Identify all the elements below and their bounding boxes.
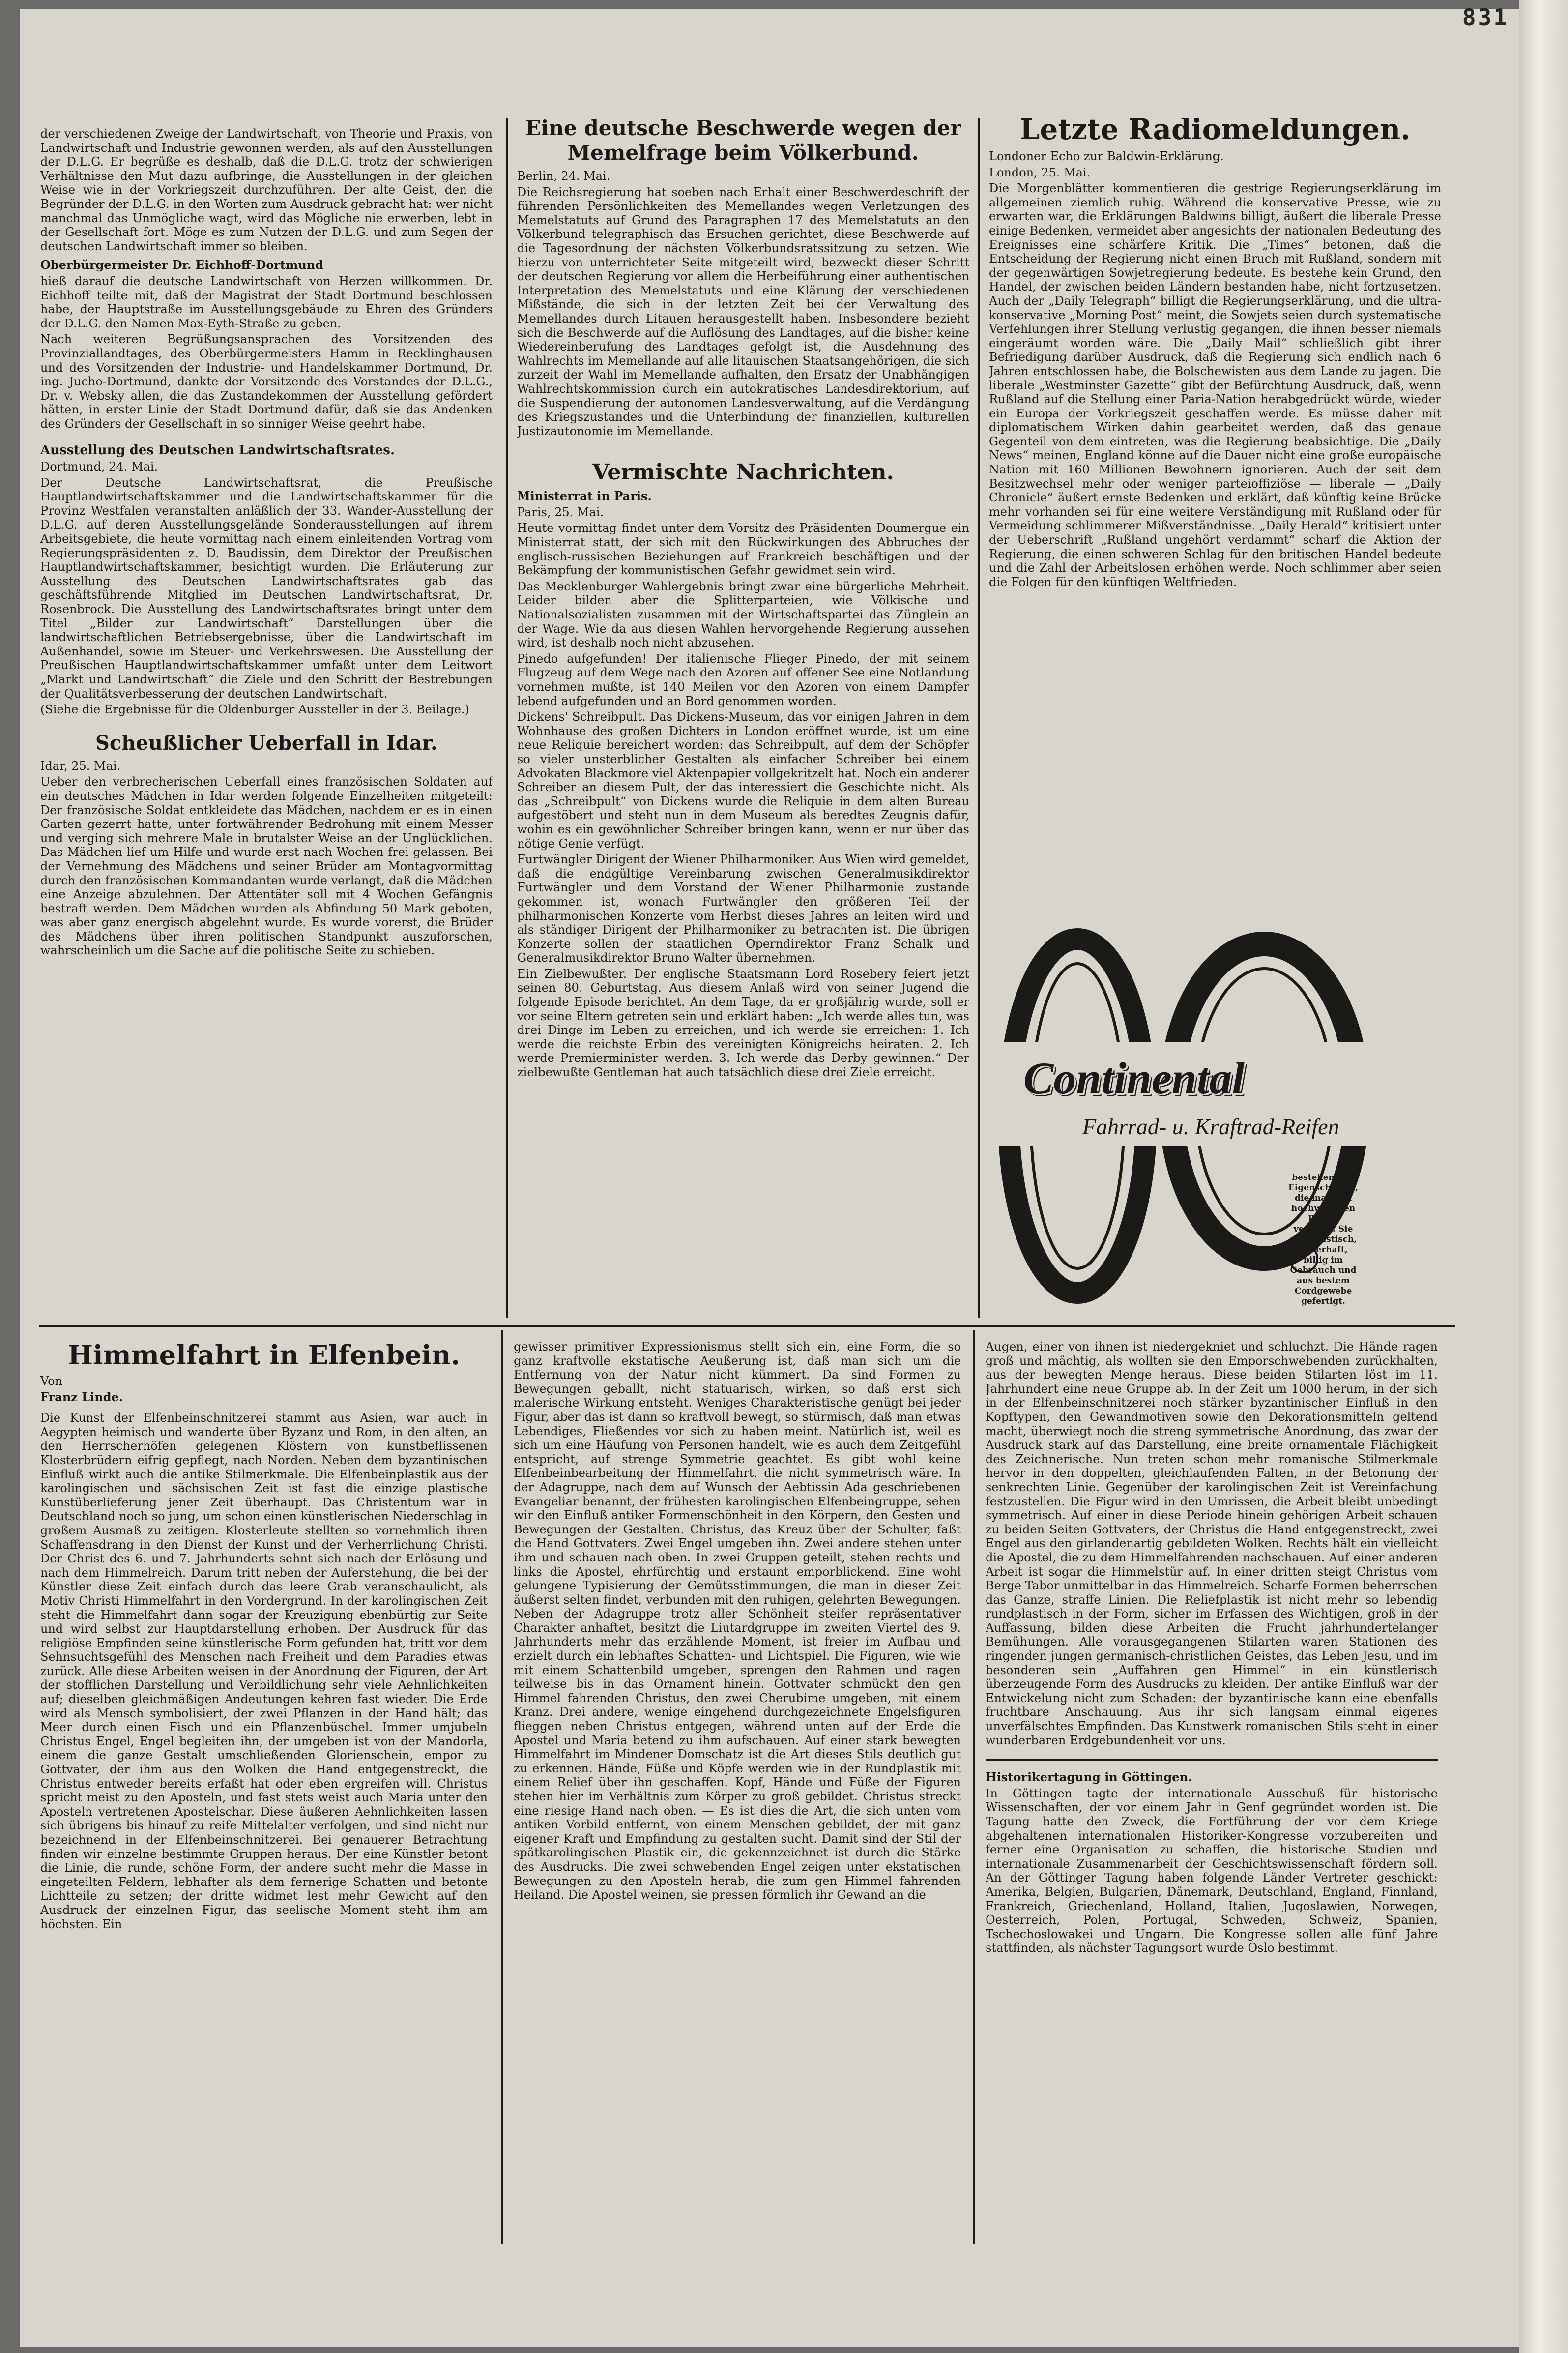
misc-subheading: Ministerrat in Paris. <box>517 489 652 503</box>
feuilleton-col-b <box>514 1340 961 2244</box>
exhibit-dateline: Dortmund, 24. Mai. <box>40 460 158 474</box>
historian-heading: Historikertagung in Göttingen. <box>986 1770 1192 1785</box>
column-divider <box>973 1330 975 2244</box>
feuilleton-byline: Von <box>40 1374 63 1388</box>
section-rule <box>39 1325 1455 1327</box>
idar-dateline: Idar, 25. Mai. <box>40 759 121 773</box>
radio-heading: Letzte Radiomeldungen. <box>1019 113 1411 146</box>
radio-subheading: Londoner Echo zur Baldwin-Erklärung. <box>989 149 1224 163</box>
page-number: 831 <box>1462 4 1509 30</box>
ad-small-text: bestehen alle Eigenschaften, die man von hochwertigen Reifen verlangt. Sie sind elastisch, dauerhaft, billig im Gebrauch und aus bestem Cordgewebe gefertigt. <box>1288 1173 1359 1306</box>
idar-text: Ueber den verbrecherischen Ueberfall eines französischen Soldaten auf ein deutsches Mädchen in Idar werden folgende Einzelheiten mitgeteilt: Der französische Soldat entkleidete das Mädchen, nachdem er es in einen Garten gezerrt hatte, unter fortwährender Bedrohung mit einem Messer und verging sich mehrere Male in brutalster Weise an der Unglücklichen. Das Mädchen lief um Hilfe und wurde erst nach Wochen frei gelassen. Bei der Vernehmung des Mädchens und seiner Brüder am Montagvormittag durch den französischen Kommandanten wurde verlangt, daß die Mädchen eine Anzeige abzulehnen. Der Attentäter soll mit 4 Wochen Gefängnis bestraft werden. Dem Mädchen wurden als Abfindung 50 Mark geboten, was aber ganz energisch abgelehnt wurde. Es wurde vorerst, die Brüder des Mädchens über ihren politischen Standpunkt auszuforschen, wahrscheinlich um die Sache auf die politische Seite zu schieben. <box>40 775 493 958</box>
column-middle <box>517 116 969 1319</box>
misc-item: Das Mecklenburger Wahlergebnis bringt zwar eine bürgerliche Mehrheit. Leider bilden aber die Splitterparteien, wie Völkische und Nationalsozialisten zusammen mit der Wirtschaftspartei das Zünglein an der Wage. Wie da aus diesen Wahlen hervorgehende Regierung aussehen wird, ist deshalb noch nicht abzusehen. <box>517 579 969 650</box>
radio-dateline: London, 25. Mai. <box>989 165 1091 179</box>
memel-heading: Eine deutsche Beschwerde wegen der Memelfrage beim Völkerbund. <box>525 116 961 165</box>
misc-item: Dickens' Schreibpult. Das Dickens-Museum, das vor einigen Jahren in dem Wohnhause des großen Dichters in London eröffnet wurde, ist um eine neue Reliquie bereichert worden: das Schreibpult, auf dem der Schöpfer so vieler unsterblicher Gestalten als einfacher Schreiber bei einem Advokaten Blackmore viel Aktenpapier vollgekritzelt hat. Noch ein anderer Schreiber an diesem Pult, der das interessiert die Geschichte nicht. Als das „Schreibpult“ von Dickens wurde die Reliquie in dem alten Bureau aufgestöbert und steht nun in dem Museum als beredtes Zeugnis dafür, wohin es ein gewöhnlicher Schreiber bringen kann, wenn er nur über das nötige Genie verfügt. <box>517 710 969 851</box>
book-binding <box>1519 0 1568 2353</box>
agri-intro-text: der verschiedenen Zweige der Landwirtschaft, von Theorie und Praxis, von Landwirtschaft und Industrie gewonnen werden, als auf den Ausstellungen der D.L.G. Er begrüße es deshalb, daß die D.L.G. trotz der schwierigen Verhältnisse den Mut dazu aufbringe, die Ausstellungen in der gleichen Weise wie in der Vorkriegszeit durchzuführen. Der alte Geist, den die Begründer der D.L.G. in den Worten zum Ausdruck gebracht hat: wer nicht manchmal das Unmögliche wagt, wird das Mögliche nie erwerben, lebt in der Gesellschaft fort. Möge es zum Nutzen der D.L.G. und zum Segen der deutschen Landwirtschaft immer so bleiben. <box>40 127 493 253</box>
historian-text: In Göttingen tagte der internationale Ausschuß für historische Wissenschaften, der vor einem Jahr in Genf gegründet worden ist. Die Tagung hatte den Zweck, die Fortführung der vor dem Kriege abgehaltenen internationalen Historiker-Kongresse vorzubereiten und ferner eine Organisation zu schaffen, die historische Studien und internationale Zusammenarbeit der Geschichtswissenschaft fördern soll. An der Göttinger Tagung haben folgende Länder Vertreter geschickt: Amerika, Belgien, Bulgarien, Dänemark, Deutschland, England, Finnland, Frankreich, Griechenland, Holland, Italien, Jugoslawien, Norwegen, Oesterreich, Polen, Portugal, Schweden, Schweiz, Spanien, Tschechoslowakei und Ungarn. Die Kongresse sollen alle fünf Jahre stattfinden, als nächster Tagungsort wurde Oslo bestimmt. <box>986 1786 1438 1955</box>
feuilleton-title: Himmelfahrt in Elfenbein. <box>67 1340 461 1371</box>
speaker-text: hieß darauf die deutsche Landwirtschaft von Herzen willkommen. Dr. Eichhoff teilte mit, daß der Magistrat der Stadt Dortmund beschlossen habe, der Hauptstraße im Ausstellungsgebäude zu Ehren des Gründers der D.L.G. den Namen Max-Eyth-Straße zu geben. <box>40 274 493 330</box>
misc-item: Furtwängler Dirigent der Wiener Philharmoniker. Aus Wien wird gemeldet, daß die endgültige Vereinbarung zwischen Generalmusikdirektor Furtwängler und dem Vorstand der Wiener Philharmonie zustande gekommen ist, wonach Furtwängler den größeren Teil der philharmonischen Konzerte vom Herbst dieses Jahres an leiten wird und als ständiger Dirigent der Philharmoniker zu betrachten ist. Die übrigen Konzerte sollen der staatlichen Operndirektor Franz Schalk und Generalmusikdirektor Bruno Walter übernehmen. <box>517 853 969 965</box>
misc-item: Ein Zielbewußter. Der englische Staatsmann Lord Rosebery feiert jetzt seinen 80. Geburtstag. Aus diesem Anlaß wird von seiner Jugend die folgende Episode berichtet. An dem Tage, da er großjährig wurde, soll er vor seine Eltern getreten sein und erklärt haben: „Ich werde alles tun, was drei Dinge im Leben zu erreichen, und ich werde sie erreichen: 1. Ich werde die reichste Erbin des vereinigten Königreichs heiraten. 2. Ich werde Premierminister werden. 3. Ich werde das Derby gewinnen.“ Der zielbewußte Gentleman hat auch tatsächlich diese drei Ziele erreicht. <box>517 967 969 1080</box>
feuilleton-text: Die Kunst der Elfenbeinschnitzerei stammt aus Asien, war auch in Aegypten heimisch und wanderte über Byzanz und Rom, in den alten, an den Herrscherhöfen gelegenen Klöstern von kunstbeflissenen Klosterbrüdern eifrig gepflegt, nach Norden. Neben dem byzantinischen Einfluß wirkt auch die antike Stilmerkmale. Die Elfenbeinplastik aus der karolingischen und sächsischen Zeit ist fast die einzige plastische Kunstüberlieferung jener Zeit überhaupt. Das Christentum war in Deutschland noch so jung, um schon einen künstlerischen Niederschlag in großem Ausmaß zu zeitigen. Klosterleute stellten so vornehmlich ihren Schaffensdrang in den Dienst der Kunst und der Verherrlichung Christi. Der Christ des 6. und 7. Jahrhunderts sehnt sich nach der Erlösung und nach dem Himmelreich. Darum tritt neben der Auferstehung, die bei der Künstler diese Zeit einfach durch das leere Grab veranschaulicht, als Motiv Christi Himmelfahrt in den Vordergrund. In der karolingischen Zeit steht die Himmelfahrt dann sogar der Kreuzigung ebenbürtig zur Seite und wird selbst zur Hauptdarstellung erhoben. Der Ausdruck für das religiöse Empfinden seine künstlerische Form gefunden hat, tritt vor dem Sehnsuchtsgefühl des Menschen nach Freiheit und dem Paradies etwas zurück. Alle diese Arbeiten weisen in der Anordnung der Figuren, der Art der stofflichen Darstellung und Verbildlichung sehr viele Aehnlichkeiten auf; dieselben gleichmäßigen Andeutungen kehren fast wieder. Die Erde wird als Mensch symbolisiert, der zwei Pflanzen in der Hand hält; das Meer durch einen Fisch und ein Pflanzenbüschel. Immer umjubeln Christus Engel, Engel begleiten ihn, der umgeben ist von der Mandorla, einem die ganze Gestalt umschließenden Glorienschein, empor zu Gottvater, der ihm aus den Wolken die Hand entgegenstreckt, die Christus entweder bereits erfaßt hat oder eben ergreifen will. Christus spricht meist zu den Aposteln, und fast stets weist auch Maria unter den Aposteln vertretenen Apostelschar. Diese äußeren Aehnlichkeiten lassen sich übrigens bis hinauf zu reife Mittelalter verfolgen, und sind nicht nur bezeichnend in der Elfenbeinschnitzerei. Bei genauerer Betrachtung finden wir einzelne bestimmte Gruppen heraus. Der eine Künstler betont die Linie, die runde, schöne Form, der andere sucht mehr die Masse in eingeteilten Feldern, lebhafter als dem fernerige Schatten und betonte Lichtteile zu setzen; der dritte widmet lest mehr Gewicht auf den Ausdruck der einzelnen Figur, das seelische Moment steht ihm am höchsten. Ein <box>40 1411 488 1931</box>
column-divider <box>501 1330 503 2244</box>
greeting-text: Nach weiteren Begrüßungsansprachen des Vorsitzenden des Provinziallandtages, des Oberbürgermeisters Hamm in Recklinghausen und des Vorsitzenden der Industrie- und Handelskammer Dortmund, Dr. ing. Jucho-Dortmund, dankte der Vorsitzende des Vorstandes der D.L.G., Dr. v. Websky allen, die das Zustandekommen der Ausstellung gefördert hätten, in erster Linie der Stadt Dortmund dafür, daß sie das Andenken des Gründers der Gesellschaft in so sinniger Weise geehrt habe. <box>40 332 493 431</box>
feuilleton-text: gewisser primitiver Expressionismus stellt sich ein, eine Form, die so ganz kraftvolle ekstatische Aeußerung ist, daß man sich um die Entfernung von der Natur nicht kümmert. Da sind Formen zu Bewegungen geballt, nicht statuarisch, wirken, so daß erst sich malerische Wirkung entsteht. Weniges Charakteristische genügt bei jeder Figur, aber das ist dann so kraftvoll bewegt, so stürmisch, daß man etwas Lebendiges, Fließendes vor sich zu haben meint. Natürlich ist, weil es sich um eine Häufung von Personen handelt, wie es auch dem Zeitgefühl entspricht, auf strenge Symmetrie geachtet. Es gibt wohl keine Elfenbeinbearbeitung der Himmelfahrt, die nicht symmetrisch wäre. In der Adagruppe, nach dem auf Wunsch der Aebtissin Ada geschriebenen Evangeliar benannt, der frühesten karolingischen Elfenbeingruppe, sehen wir den Einfluß antiker Formenschönheit in den Körpern, den Gesten und Bewegungen der Gestalten. Christus, das Kreuz über der Schulter, faßt die Hand Gottvaters. Zwei Engel umgeben ihn. Zwei andere stehen unter ihm und schauen nach oben. In zwei Gruppen geteilt, stehen rechts und links die Apostel, ehrfürchtig und erstaunt emporblickend. Eine wohl gelungene Typisierung der Gemütsstimmungen, die man in dieser Zeit äußerst selten findet, verbunden mit den ruhigen, gelehrten Bewegungen. Neben der Adagruppe trotz aller Schönheit steifer repräsentativer Charakter anhaftet, besitzt die Liutardgruppe im zweiten Viertel des 9. Jahrhunderts mehr das erzählende Moment, ist freier im Aufbau und erzielt durch ein lebhaftes Schatten- und Lichtspiel. Die Figuren, wie wie mit einem Schattenbild umgeben, sprengen den Rahmen und ragen teilweise bis in das Ornament hinein. Gottvater schmückt den gen Himmel fahrenden Christus, den zwei Cherubime umgeben, mit einem Kranz. Drei andere, wenige eingehend durchgezeichnete Engelsfiguren flieggen neben Christus entgegen, während unten auf der Erde die Apostel und Maria betend zu ihm aufschauen. Auf einer stark bewegten Himmelfahrt im Mindener Domschatz ist die Art dieses Stils deutlich gut zu erkennen. Hände, Füße und Köpfe werden wie in der Rundplastik mit einem Relief über ihn geschaffen. Kopf, Hände und Füße der Figuren stehen hier im Verhältnis zum Körper zu groß gebildet. Christus streckt eine riesige Hand nach oben. — Es ist dies die Art, die sich unten vom antiken Vorbild entfernt, von einem Menschen gebildet, der mit ganz eigener Kraft und Empfindung zu gestalten sucht. Damit sind der Stil der spätkarolingischen Plastik ein, die gekennzeichnet ist durch die Stärke des Ausdrucks. Die zwei schwebenden Engel zeigen unter ekstatischen Bewegungen zu den Aposteln herab, die zum gen Himmel fahrenden Heiland. Die Apostel weinen, sie pressen förmlich ihr Gewand an die <box>514 1340 961 1902</box>
idar-heading: Scheußlicher Ueberfall in Idar. <box>95 731 437 755</box>
memel-text: Die Reichsregierung hat soeben nach Erhalt einer Beschwerdeschrift der führenden Persönlichkeiten des Memellandes wegen Verletzungen des Memelstatuts auf Grund des Paragraphen 17 des Memelstatuts an den Völkerbund telegraphisch das Ersuchen gerichtet, diese Beschwerde auf die Tagesordnung der nächsten Völkerbundsratssitzung zu setzen. Wie hierzu von unterrichteter Seite mitgeteilt wird, bezweckt dieser Schritt der deutschen Regierung vor allem die Herbeiführung einer authentischen Interpretation des Memelstatuts und eine Klärung der verschiedenen Mißstände, die sich in der letzten Zeit bei der Verwaltung des Memellandes durch Litauen herausgestellt haben. Insbesondere bezieht sich die Beschwerde auf die Auflösung des Landtages, auf die bisher keine Wiedereinberufung des Landtages gefolgt ist, die Ausdehnung des Wahlrechts im Memellande auf alle litauischen Staatsangehörigen, die sich zurzeit der Wahl im Memellande aufhalten, den Ersatz der Unabhängigen Wahlrechtskommission durch ein autokratisches Landesdirektorium, auf die Suspendierung der autonomen Landesverwaltung, auf die Verdängung des Kriegszustandes und die Unterbindung der finanziellen, kulturellen Justizautonomie im Memellande. <box>517 185 969 438</box>
feuilleton-text: Augen, einer von ihnen ist niedergekniet und schluchzt. Die Hände ragen groß und mächtig, als wollten sie den Emporschwebenden zurückhalten, aus der bewegten Menge heraus. Diese beiden Stilarten löst im 11. Jahrhundert eine neue Gruppe ab. In der Zeit um 1000 herum, in der sich in der Elfenbeinschnitzerei noch stärker byzantinischer Einfluß in den Kopftypen, den Gewandmotiven sowie den Dekorationsmitteln geltend macht, überwiegt noch die streng symmetrische Anordnung, das zwar der Ausdruck stark auf das Darstellung, eine breite ornamentale Flächigkeit des Zeichnerische. Nun treten schon mehr romanische Stilmerkmale hervor in den doppelten, gleichlaufenden Falten, in der Betonung der senkrechten Linie. Gegenüber der karolingischen Zeit ist Vereinfachung festzustellen. Die Figur wird in den Umrissen, die Arbeit bleibt unbedingt symmetrisch. Auf einer in diese Periode hinein gehörigen Arbeit schauen zu beiden Seiten Gottvaters, der Christus die Hand entgegenstreckt, zwei Engel aus den girlandenartig gebildeten Wolken. Rechts hält ein vielleicht die Apostel, die zu dem Himmelfahrenden nachschauen. Auf einer anderen Arbeit ist sogar die Himmelstür auf. In einer dritten steigt Christus vom Berge Tabor unmittelbar in das Himmelreich. Scharfe Formen beherrschen das Ganze, straffe Linien. Die Reliefplastik ist nicht mehr so lebendig rundplastisch in der Form, sicher im Erfassen des Wichtigen, groß in der Auffassung, bilden diese Arbeiten die Frucht jahrhundertelanger Bemühungen. Alle vorausgegangenen Stilarten waren Stationen des ringenden jungen germanisch-christlichen Geistes, das Leben Jesu, und im besonderen sein „Auffahren gen Himmel“ in ein künstlerisch überzeugende Form des Ausdrucks zu kleiden. Der antike Einfluß war der Entwickelung nicht zum Schaden: der byzantinische kann eine ebenfalls fruchtbare Anschauung. Aus ihr sich langsam einmal eigenes unverfälschtes Empfinden. Das Kunstwerk romanischen Stils steht in einer wunderbaren Erdgebundenheit vor uns. <box>986 1340 1438 1747</box>
column-left <box>40 127 493 1319</box>
continental-advertisement <box>989 919 1422 1313</box>
column-divider <box>506 118 508 1318</box>
misc-item: Pinedo aufgefunden! Der italienische Flieger Pinedo, der mit seinem Flugzeug auf dem Wege nach den Azoren auf offener See eine Notlandung vornehmen mußte, ist 140 Meilen vor den Azoren von einem Dampfer lebend aufgefunden und an Bord genommen worden. <box>517 651 969 708</box>
misc-text: Heute vormittag findet unter dem Vorsitz des Präsidenten Doumergue ein Ministerrat statt, der sich mit den Rückwirkungen des Abbruches der englisch-russischen Beziehungen auf Frankreich beschäftigen und der Bekämpfung der kommunistischen Gefahr gewidmet sein wird. <box>517 521 969 578</box>
ad-brand: Continental <box>1023 1053 1245 1103</box>
ad-tagline: Fahrrad- u. Kraftrad-Reifen <box>1082 1114 1339 1139</box>
memel-dateline: Berlin, 24. Mai. <box>517 169 610 183</box>
radio-text: Die Morgenblätter kommentieren die gestrige Regierungserklärung im allgemeinen ziemlich ruhig. Während die konservative Presse, wie zu erwarten war, die Erklärungen Baldwins billigt, äußert die liberale Presse einige Bedenken, vermeidet aber angesichts der nationalen Bedeutung des Ereignisses eine schärfere Kritik. Die „Times“ betonen, daß die Entscheidung der Regierung nicht einen Bruch mit Rußland, sondern mit der gegenwärtigen Sowjetregierung bedeute. Es bestehe kein Grund, den Handel, der zwischen beiden Ländern bestanden habe, nicht fortzusetzen. Auch der „Daily Telegraph“ billigt die Regierungserklärung, und die ultra-konservative „Morning Post“ meint, die Sowjets seien durch systematische Verfehlungen ihrer Stellung verlustig gegangen, die ihnen besser niemals eingeräumt worden wäre. Die „Daily Mail“ schließlich gibt ihrer Befriedigung darüber Ausdruck, daß die Regierung sich endlich nach 6 Jahren entschlossen habe, die Bolschewisten aus dem Lande zu jagen. Die liberale „Westminster Gazette“ gibt der Befürchtung Ausdruck, daß, wenn Rußland auf die Stellung einer Paria-Nation herabgedrückt würde, wieder ein Europa der Vorkriegszeit geschaffen werde. Es müsse daher mit diplomatischem Wirken dahin gearbeitet werden, daß das genaue Gegenteil von dem eintreten, was die Regierung beabsichtige. Die „Daily News“ meinen, England könne auf die Dauer nicht eine große europäische Nation mit 160 Millionen Bewohnern ignorieren. Auch der seit dem Besitzwechsel mehr oder weniger parteioffiziöse — liberale — „Daily Chronicle“ äußert ernste Bedenken und erklärt, daß künftig keine Brücke mehr vorhanden sei für eine weitere Verständigung mit Rußland oder für Vermeidung schlimmerer Mißverständnisse. „Daily Herald“ kritisiert unter der Ueberschrift „Rußland ungehört verdammt“ scharf die Aktion der Regierung, die einen schweren Schlag für den britischen Handel bedeute und die Zahl der Arbeitslosen erhöhen werde. Noch schlimmer aber seien die Folgen für den künftigen Weltfrieden. <box>989 181 1441 589</box>
misc-heading: Vermischte Nachrichten. <box>592 460 894 485</box>
feuilleton-author: Franz Linde. <box>40 1389 123 1404</box>
exhibit-heading: Ausstellung des Deutschen Landwirtschaftsrates. <box>40 443 395 458</box>
exhibit-text: Der Deutsche Landwirtschaftsrat, die Preußische Hauptlandwirtschaftskammer und die Landwirtschaftskammer für die Provinz Westfalen veranstalten anläßlich der 33. Wander-Ausstellung der D.L.G. auf deren Ausstellungsgelände Sonderausstellungen auf ihrem Arbeitsgebiete, die heute vormittag nach einem einleitenden Vortrag vom Regierungspräsidenten z. D. Baudissin, dem Direktor der Preußischen Hauptlandwirtschaftskammer, besichtigt wurden. Die Erläuterung zur Ausstellung des Deutschen Landwirtschaftsrates gab das geschäftsführende Mitglied im Deutschen Landwirtschaftsrat, Dr. Rosenbrock. Die Ausstellung des Landwirtschaftsrates bringt unter dem Titel „Bilder zur Landwirtschaft“ Darstellungen über die landwirtschaftlichen Betriebsergebnisse, über die Landwirtschaft im Außenhandel, sowie im Steuer- und Verkehrswesen. Die Ausstellung der Preußischen Hauptlandwirtschaftskammer umfaßt unter dem Leitwort „Markt und Landwirtschaft“ die Ziele und den Schritt der Bestrebungen der Qualitätsverbesserung der deutschen Landwirtschaft. <box>40 475 493 701</box>
exhibit-note: (Siehe die Ergebnisse für die Oldenburger Aussteller in der 3. Beilage.) <box>40 703 469 717</box>
speaker-heading: Oberbürgermeister Dr. Eichhoff-Dortmund <box>40 258 323 272</box>
misc-dateline: Paris, 25. Mai. <box>517 505 604 519</box>
column-divider <box>978 118 980 1318</box>
column-right <box>989 113 1441 910</box>
feuilleton-col-a <box>40 1340 488 2244</box>
feuilleton-col-c <box>986 1340 1438 2244</box>
